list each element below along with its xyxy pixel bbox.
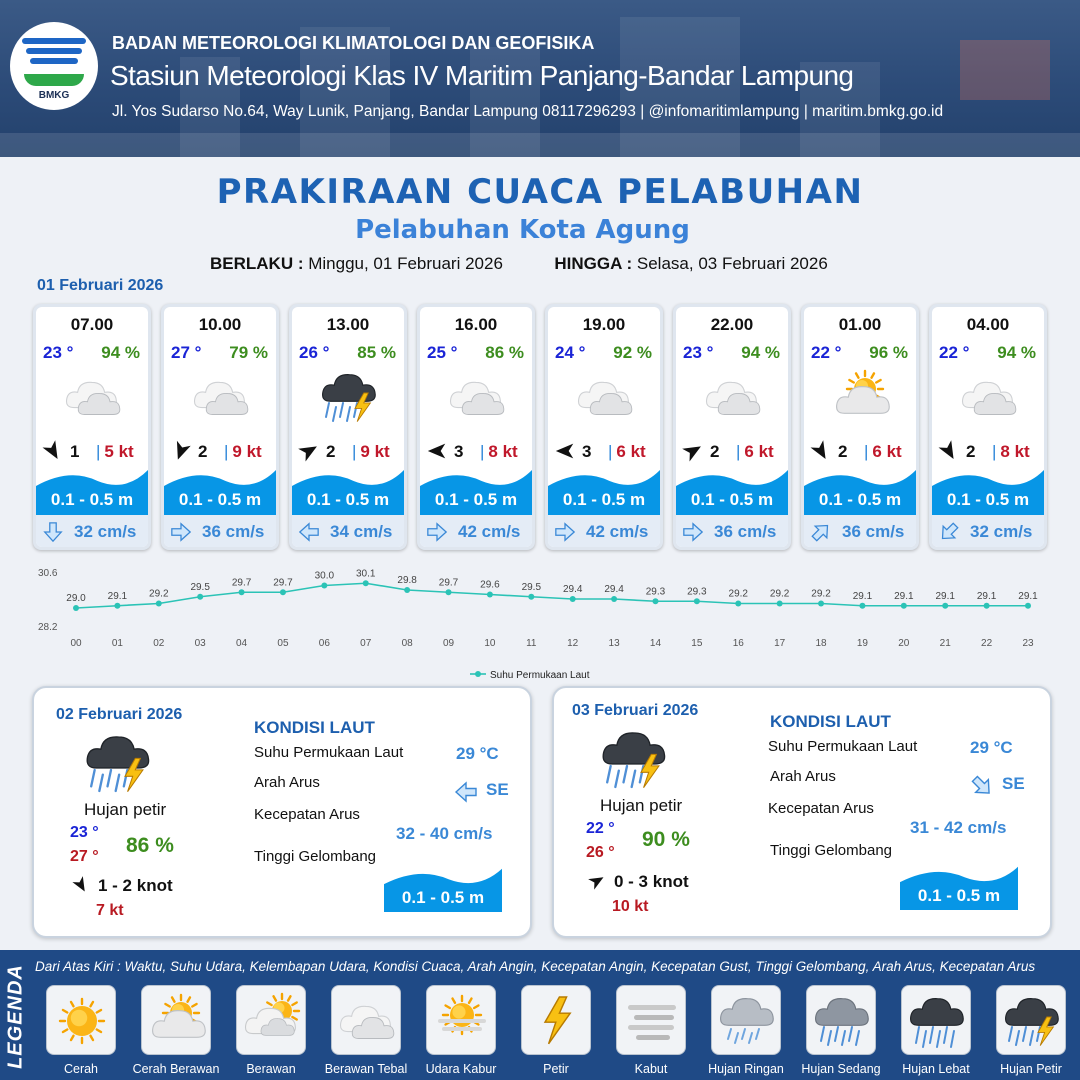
wave-height: 0.1 - 0.5 m: [292, 465, 404, 515]
legend-item-label: Hujan Petir: [1000, 1062, 1062, 1076]
min-temperature: 22 °: [586, 820, 615, 837]
x-tick-label: 02: [153, 638, 165, 649]
petir-icon: [521, 985, 591, 1055]
wind-speed: 3: [454, 442, 464, 461]
sst-point: [280, 589, 286, 595]
gust-speed: | 9 kt: [352, 442, 390, 461]
legend-item: [236, 985, 306, 1076]
hujan-ringan-icon: [711, 985, 781, 1055]
x-tick-label: 08: [401, 638, 413, 649]
current-direction-icon: [42, 521, 64, 543]
max-temperature: 26 °: [586, 844, 615, 861]
sst-point: [859, 603, 865, 609]
current-direction-value: SE: [486, 780, 509, 799]
hujan-petir-icon: [594, 724, 674, 794]
wind-speed: 2: [326, 442, 336, 461]
air-temperature: 25 °: [427, 343, 458, 362]
x-tick-label: 21: [939, 638, 951, 649]
sst-series-line: [76, 583, 1028, 608]
legend-item-label: Berawan: [246, 1062, 296, 1076]
min-temperature: 23 °: [70, 824, 99, 841]
x-tick-label: 05: [277, 638, 289, 649]
current-row: [804, 515, 916, 547]
legend-item-label: Hujan Lebat: [902, 1062, 970, 1076]
gust-speed: | 8 kt: [992, 442, 1030, 461]
sst-point: [1025, 603, 1031, 609]
sst-point: [114, 603, 120, 609]
x-tick-label: 09: [442, 638, 455, 649]
legend-item: [901, 985, 971, 1076]
wind-direction-icon: [298, 440, 320, 462]
gust-speed: | 6 kt: [736, 442, 774, 461]
x-tick-label: 11: [526, 638, 537, 649]
sst-point: [156, 601, 162, 607]
hourly-card: [801, 304, 919, 550]
sst-label: Suhu Permukaan Laut: [768, 738, 918, 755]
x-tick-label: 17: [774, 638, 786, 649]
current-direction-icon: [298, 521, 320, 543]
current-speed: 32 cm/s: [74, 522, 137, 541]
x-tick-label: 07: [360, 638, 372, 649]
sst-point: [901, 603, 907, 609]
legend-item-label: Cerah: [63, 1062, 99, 1076]
sst-point: [197, 594, 203, 600]
current-speed: 34 cm/s: [330, 522, 393, 541]
current-row: [292, 515, 404, 547]
data-label: 29.7: [273, 577, 293, 589]
wind-direction-icon: [682, 440, 704, 462]
station-name: Stasiun Meteorologi Klas IV Maritim Panjang-Bandar Lampung: [110, 60, 854, 91]
cerah-berawan-icon: [825, 367, 897, 427]
data-label: 29.1: [976, 590, 997, 602]
legend-item: [425, 985, 497, 1076]
current-row: [164, 515, 276, 547]
wind-speed: 1: [70, 442, 80, 461]
current-row: [676, 515, 788, 547]
data-label: 29.3: [687, 586, 707, 598]
legend-description: Dari Atas Kiri : Waktu, Suhu Udara, Kelembapan Udara, Kondisi Cuaca, Arah Angin, Kecepatan Angin, Kecepatan Gust, Tinggi Gelombang, Arah Arus, Kecepatan Arus: [35, 959, 1036, 974]
forecast-time: 19.00: [582, 315, 626, 334]
sst-point: [570, 596, 576, 602]
sst-point: [528, 594, 534, 600]
validity-period: [210, 254, 828, 274]
air-temperature: 23 °: [683, 343, 714, 362]
humidity: 86 %: [485, 343, 524, 362]
valid-to-value: Selasa, 03 Februari 2026: [636, 254, 828, 273]
wind-row: [298, 440, 402, 462]
current-speed-value: 32 - 40 cm/s: [396, 824, 493, 843]
current-speed: 42 cm/s: [586, 522, 649, 541]
current-speed-value: 31 - 42 cm/s: [910, 818, 1007, 837]
legend-item: [324, 985, 408, 1076]
hourly-card: [929, 304, 1047, 550]
legend-item: [46, 985, 116, 1076]
x-tick-label: 03: [194, 638, 206, 649]
weather-condition: Hujan petir: [600, 796, 683, 815]
current-direction-label: Arah Arus: [770, 768, 836, 785]
legend-marker: [475, 671, 481, 677]
legend-entry: Suhu Permukaan Laut: [490, 670, 590, 681]
wind-speed: 3: [582, 442, 592, 461]
sst-value: 29 °C: [970, 738, 1013, 757]
legend-item-label: Hujan Sedang: [801, 1062, 881, 1076]
current-direction-value: SE: [1002, 774, 1025, 793]
hourly-card: [673, 304, 791, 550]
hourly-card: [161, 304, 279, 550]
legend-item-label: Hujan Ringan: [708, 1062, 784, 1076]
wind-speed: 2: [710, 442, 720, 461]
sst-point: [942, 603, 948, 609]
data-label: 29.7: [231, 577, 252, 589]
cerah-icon: [46, 985, 116, 1055]
data-label: 29.1: [852, 590, 873, 602]
current-direction-icon: [970, 774, 994, 798]
wind-direction-icon: [938, 440, 960, 462]
cerah-berawan-icon: [141, 985, 211, 1055]
hujan-lebat-icon: [901, 985, 971, 1055]
sst-point: [363, 580, 369, 586]
wind-row: [42, 440, 146, 462]
sst-line-chart: [30, 562, 1050, 682]
berawan-icon: [236, 985, 306, 1055]
wind-speed: 0 - 3 knot: [614, 872, 689, 891]
sst-point: [239, 589, 245, 595]
data-label: 29.2: [811, 588, 831, 600]
wind-speed: 2: [838, 442, 848, 461]
current-direction-icon: [454, 780, 478, 804]
legend-item-label: Udara Kabur: [425, 1062, 497, 1076]
bmkg-logo: [10, 22, 98, 110]
legend-item-label: Berawan Tebal: [324, 1062, 408, 1076]
berawan-tebal-icon: [697, 367, 769, 427]
sst-point: [321, 583, 327, 589]
legend-item: [801, 985, 881, 1076]
current-direction-icon: [938, 521, 960, 543]
legend-item: [708, 985, 784, 1076]
hourly-card: [33, 304, 151, 550]
sst-label: Suhu Permukaan Laut: [254, 744, 404, 761]
port-name: Pelabuhan Kota Agung: [355, 215, 690, 245]
x-tick-label: 13: [608, 638, 620, 649]
air-temperature: 27 °: [171, 343, 202, 362]
current-direction-icon: [170, 521, 192, 543]
gust-speed: 7 kt: [96, 902, 124, 919]
humidity: 94 %: [741, 343, 780, 362]
weather-condition: Hujan petir: [84, 800, 167, 819]
forecast-time: 22.00: [710, 315, 754, 334]
gust-speed: | 6 kt: [864, 442, 902, 461]
x-tick-label: 00: [70, 638, 82, 649]
wind-speed: 1 - 2 knot: [98, 876, 173, 895]
legend-item-label: Kabut: [634, 1062, 668, 1076]
forecast-time: 04.00: [966, 315, 1010, 334]
sst-value: 29 °C: [456, 744, 499, 763]
hujan-sedang-icon: [806, 985, 876, 1055]
day1-date: 01 Februari 2026: [37, 277, 164, 294]
current-direction-icon: [554, 521, 576, 543]
sst-point: [73, 605, 79, 611]
current-direction-icon: [810, 521, 832, 543]
legend-item: [132, 985, 220, 1076]
valid-to-label: HINGGA :: [554, 254, 633, 273]
forecast-time: 16.00: [454, 315, 498, 334]
sea-condition-title: KONDISI LAUT: [770, 712, 891, 731]
gust-speed: | 6 kt: [608, 442, 646, 461]
data-label: 29.3: [645, 586, 666, 598]
data-label: 29.7: [438, 577, 459, 589]
page-title: PRAKIRAAN CUACA PELABUHAN: [216, 172, 864, 212]
air-temperature: 26 °: [299, 343, 330, 362]
current-speed-label: Kecepatan Arus: [768, 800, 874, 817]
wind-row: [170, 440, 274, 462]
current-speed: 36 cm/s: [842, 522, 905, 541]
berawan-tebal-icon: [953, 367, 1025, 427]
current-row: [932, 515, 1044, 547]
wave-height-label: Tinggi Gelombang: [254, 848, 377, 865]
day-date: 03 Februari 2026: [572, 702, 699, 719]
data-label: 29.2: [728, 588, 748, 600]
station-address: Jl. Yos Sudarso No.64, Way Lunik, Panjang, Bandar Lampung 08117296293 | @infomaritimlampung | maritim.bmkg.go.id: [112, 103, 944, 120]
humidity: 79 %: [229, 343, 268, 362]
data-label: 29.1: [107, 590, 128, 602]
wave-height: 0.1 - 0.5 m: [164, 465, 276, 515]
legend-item-label: Cerah Berawan: [132, 1062, 220, 1076]
sst-point: [694, 598, 700, 604]
air-temperature: 22 °: [939, 343, 970, 362]
data-label: 29.2: [769, 588, 790, 600]
current-speed: 42 cm/s: [458, 522, 521, 541]
wind-speed: 2: [966, 442, 976, 461]
sst-point: [818, 601, 824, 607]
gust-speed: | 5 kt: [96, 442, 134, 461]
humidity: 90 %: [642, 828, 690, 851]
x-tick-label: 10: [484, 638, 496, 649]
wind-direction-icon: [170, 440, 192, 462]
humidity: 92 %: [613, 343, 652, 362]
wave-height-label: Tinggi Gelombang: [770, 842, 893, 859]
data-label: 29.1: [894, 590, 914, 602]
wave-height: 0.1 - 0.5 m: [932, 465, 1044, 515]
x-tick-label: 19: [856, 638, 868, 649]
berawan-tebal-icon: [441, 367, 513, 427]
data-label: 29.5: [190, 581, 210, 593]
current-direction-icon: [426, 521, 448, 543]
wind-direction-icon: [42, 440, 64, 462]
sst-point: [777, 601, 783, 607]
wind-direction-icon: [426, 440, 448, 462]
x-tick-label: 06: [318, 638, 330, 649]
sst-point: [404, 587, 410, 593]
data-label: 29.8: [397, 575, 417, 586]
wave-height: 0.1 - 0.5 m: [676, 465, 788, 515]
wind-speed: 2: [198, 442, 208, 461]
wave-height: 0.1 - 0.5 m: [804, 465, 916, 515]
wind-row: [938, 440, 1042, 462]
current-speed: 36 cm/s: [202, 522, 265, 541]
sea-condition-title: KONDISI LAUT: [254, 718, 375, 737]
sst-point: [984, 603, 990, 609]
legend-item: [521, 985, 591, 1076]
current-direction-label: Arah Arus: [254, 774, 320, 791]
wind-direction-icon: [72, 876, 90, 894]
current-direction-icon: [682, 521, 704, 543]
humidity: 86 %: [126, 834, 174, 857]
forecast-time: 07.00: [70, 315, 114, 334]
gust-speed: 10 kt: [612, 898, 649, 915]
daily-forecast-day2: [32, 686, 532, 938]
berawan-tebal-icon: [331, 985, 401, 1055]
wave-height: 0.1 - 0.5 m: [36, 465, 148, 515]
wind-direction-icon: [554, 440, 576, 462]
x-tick-label: 01: [111, 638, 123, 649]
berawan-tebal-icon: [185, 367, 257, 427]
air-temperature: 23 °: [43, 343, 74, 362]
humidity: 96 %: [869, 343, 908, 362]
current-speed-label: Kecepatan Arus: [254, 806, 360, 823]
x-tick-label: 15: [691, 638, 703, 649]
current-row: [36, 515, 148, 547]
y-tick-label: 30.6: [38, 568, 58, 579]
sst-point: [652, 598, 658, 604]
wind-row: [426, 440, 530, 462]
current-speed: 36 cm/s: [714, 522, 777, 541]
hourly-card: [545, 304, 663, 550]
humidity: 94 %: [997, 343, 1036, 362]
sst-point: [487, 592, 493, 598]
x-tick-label: 22: [981, 638, 993, 649]
current-row: [420, 515, 532, 547]
x-tick-label: 04: [236, 638, 248, 649]
forecast-time: 10.00: [198, 315, 242, 334]
x-tick-label: 18: [815, 638, 827, 649]
wave-height: 0.1 - 0.5 m: [548, 465, 660, 515]
air-temperature: 22 °: [811, 343, 842, 362]
berawan-tebal-icon: [57, 367, 129, 427]
x-tick-label: 23: [1022, 638, 1034, 649]
valid-from-label: BERLAKU :: [210, 254, 304, 273]
hujan-petir-icon: [996, 985, 1066, 1055]
forecast-time: 13.00: [326, 315, 370, 334]
sst-point: [735, 601, 741, 607]
legend-title: LEGENDA: [4, 964, 27, 1069]
data-label: 29.5: [521, 581, 542, 593]
x-tick-label: 12: [567, 638, 579, 649]
forecast-time: 01.00: [838, 315, 882, 334]
wind-row: [810, 440, 914, 462]
daily-forecast-day3: [552, 686, 1052, 938]
kabut-icon: [616, 985, 686, 1055]
hujan-petir-icon: [313, 367, 385, 427]
hourly-card: [289, 304, 407, 550]
legend-item: [616, 985, 686, 1076]
data-label: 29.2: [149, 588, 169, 600]
hourly-card: [417, 304, 535, 550]
air-temperature: 24 °: [555, 343, 586, 362]
data-label: 29.1: [935, 590, 955, 602]
wind-row: [554, 440, 658, 462]
data-label: 29.4: [562, 584, 583, 595]
humidity: 85 %: [357, 343, 396, 362]
day-date: 02 Februari 2026: [56, 706, 183, 723]
data-label: 29.0: [66, 593, 86, 604]
data-label: 29.1: [1018, 590, 1038, 602]
data-label: 30.1: [356, 568, 376, 580]
data-label: 30.0: [314, 570, 335, 582]
current-speed: 32 cm/s: [970, 522, 1033, 541]
wind-direction-icon: [588, 872, 606, 890]
gust-speed: | 8 kt: [480, 442, 518, 461]
legend-item-label: Petir: [543, 1062, 569, 1076]
wave-height: 0.1 - 0.5 m: [384, 864, 502, 912]
berawan-tebal-icon: [569, 367, 641, 427]
gust-speed: | 9 kt: [224, 442, 262, 461]
wave-height: 0.1 - 0.5 m: [900, 862, 1018, 910]
wind-direction-icon: [810, 440, 832, 462]
data-label: 29.4: [604, 584, 624, 595]
hujan-petir-icon: [78, 728, 158, 798]
x-tick-label: 14: [649, 638, 662, 649]
current-row: [548, 515, 660, 547]
legend-item: [996, 985, 1066, 1076]
wave-height: 0.1 - 0.5 m: [420, 465, 532, 515]
udara-kabur-icon: [426, 985, 496, 1055]
sst-point: [446, 589, 452, 595]
wind-row: [682, 440, 786, 462]
y-tick-label: 28.2: [38, 622, 58, 633]
sst-point: [611, 596, 617, 602]
logo-text: BMKG: [38, 90, 70, 101]
humidity: 94 %: [101, 343, 140, 362]
x-tick-label: 20: [898, 638, 910, 649]
data-label: 29.6: [480, 579, 500, 591]
organization-name: BADAN METEOROLOGI KLIMATOLOGI DAN GEOFISIKA: [112, 33, 595, 53]
x-tick-label: 16: [732, 638, 744, 649]
max-temperature: 27 °: [70, 848, 99, 865]
valid-from-value: Minggu, 01 Februari 2026: [308, 254, 503, 273]
